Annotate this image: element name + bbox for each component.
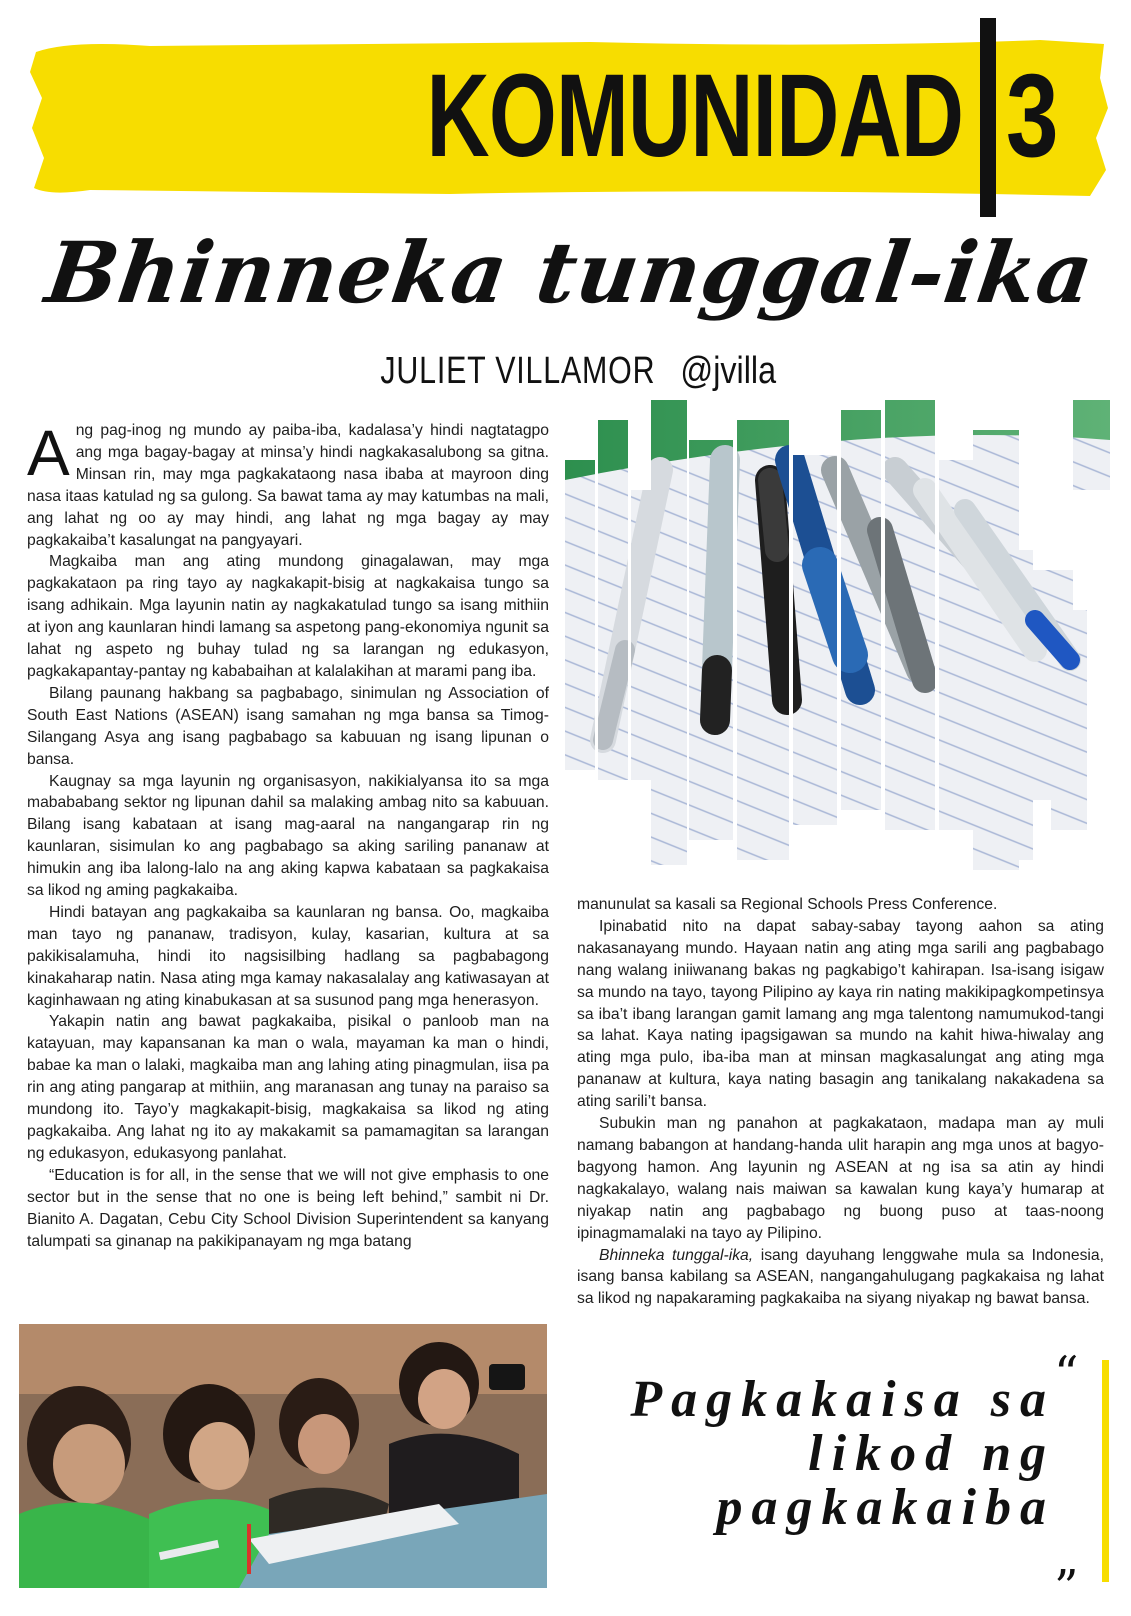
article-title: Bhinneka tunggal-ika <box>40 223 1100 322</box>
article-paragraph: Ipinabatid nito na dapat sabay-sabay tayong aahon sa ating nakasanayang mundo. Hayaan natin ang ating mga sarili ang pagbabago nang walang iniiwanang bakas ng pagkabigo’t kahirapan. Isa-isang isigaw sa mundo na tayo, tayong Pilipino ay kaya rin nating makikipagkompetinsya sa iba’t ibang larangan gamit lamang ang mga talentong namumukod-tangi sa lahat. Kaya nating ipagsigawan sa mundo na kahit hiwa-hiwalay ang ating mga pulo, iba-iba man at minsan magkasalungat ang ating mga pananaw at kultura, kaya nating basagin ang tanikalang nakakadena sa ating sarili’t bansa. <box>577 917 1104 1111</box>
page-number: 3 <box>1006 50 1059 182</box>
article-paragraph: Hindi batayan ang pagkakaiba sa kaunlaran ng bansa. Oo, magkaiba man tayo ng pananaw, tradisyon, kulay, kasarian, kultura at sa pakikisalamuha, hindi ito nagsisilbing hadlang sa pagbabagong kinakaharap natin. Nasa ating mga kamay nakasalalay ang katiwasayan at kaginhawaan ng ating kinabukasan at sa susunod pang mga henerasyon. <box>27 903 549 1009</box>
pull-quote <box>600 1362 1080 1592</box>
article-left-column <box>27 417 549 1252</box>
article-right-column <box>577 894 1104 1310</box>
author-handle: @jvilla <box>680 350 777 392</box>
pull-quote-line: likod ng <box>808 1425 1055 1482</box>
pull-quote-line: pagkakaiba <box>716 1479 1055 1536</box>
article-paragraph: Bilang paunang hakbang sa pagbabago, sinimulan ng Association of South East Nations (ASEAN) isang samahan ng mga bansa sa Timog-Silangang Asya ang isang pagbabago sa kabuuan ng isang lipunan o bansa. <box>27 684 549 768</box>
section-title: KOMUNIDAD <box>426 50 963 182</box>
quote-open-mark: “ <box>1054 1346 1079 1402</box>
article-paragraph: Yakapin natin ang bawat pagkakaiba, pisikal o panloob man na katayuan, may kapansanan ka man o wala, mayaman ka man o hindi, babae ka man o lalaki, magkaiba man ang lahing ating pinagmulan, iisa pa rin ang ating pangarap at mithiin, ang maranasan ang tunay na paraiso sa mundong ito. Tayo’y magkakapit-bisig, magkakaisa sa likod ng ating pagkakaiba. Ang lahat ng ito ay makakamit sa pamamagitan sa larangan ng edukasyon, edukasyong panlahat. <box>27 1013 549 1162</box>
byline <box>0 348 1131 394</box>
header-divider <box>980 18 996 217</box>
drop-cap: A <box>27 417 70 489</box>
article-paragraph: Bhinneka tunggal-ika, isang dayuhang lenggwahe mula sa Indonesia, isang bansa kabilang sa ASEAN, nangangahulugang pagkakaisa ng lahat sa likod ng napakaraming pagkakaiba na siyang niyakap ng bawat bansa. <box>577 1246 1104 1308</box>
students-photo <box>19 1324 547 1588</box>
quote-close-mark: ” <box>1054 1560 1079 1616</box>
author-name: JULIET VILLAMOR <box>380 350 656 392</box>
pull-quote-line: Pagkakaisa sa <box>630 1371 1055 1428</box>
article-paragraph: manunulat sa kasali sa Regional Schools Press Conference. <box>577 896 998 913</box>
article-paragraph: “Education is for all, in the sense that we will not give emphasis to one sector but in the sense that no one is being left behind,” sambit ni Dr. Bianito A. Dagatan, Cebu City School Division Superintendent sa kanyang talumpati sa ginanap na pakikipanayam ng mga batang <box>27 1166 549 1250</box>
article-paragraph: Ang pag-inog ng mundo ay paiba-iba, kadalasa’y hindi nagtatagpo ang mga bagay-bagay at minsa’y hindi nagkakasalubong sa gitna. Minsan rin, may mga pagkakataong nasa ibaba at mayroon ding nasa itaas katulad ng sa gulong. Sa bawat tama ay may katumbas na mali, ang lahat ng oo ay may hindi, ang lahat ng mga bagay ay may pagkakaiba’t kasalungat na pangyayari. <box>27 417 549 549</box>
article-paragraph: Kaugnay sa mga layunin ng organisasyon, nakikialyansa ito sa mga mabababang sektor ng lipunan dahil sa malaking ambag nito sa kabuuan. Bilang isang kabataan at isang mag-aaral na nangangarap rin ng kaunlaran, sisimulan ko ang pagbabago sa aking sariling pananaw at himukin ang iba lalong-lalo na ang aking kapwa kabataan sa pagkakaisa sa likod ng aming pagkakaiba. <box>27 772 549 900</box>
article-paragraph: Magkaiba man ang ating mundong ginagalawan, may mga pagkakataon pa ring tayo ay nagkakapit-bisig at nagkakaisa tungo sa isang adhikain. Mga layunin natin ay nagkakatulad tungo sa isang mithiin at iyon ang kaunlaran hindi lamang sa aspetong pang-ekonomiya ngunit sa lahat ng aspeto ng buhay tulad ng sa larangan ng edukasyon, pagkakapantay-pantay ng kababaihan at kalalakihan at marami pang iba. <box>27 553 549 680</box>
quote-accent-bar <box>1102 1360 1109 1582</box>
article-paragraph: Subukin man ng panahon at pagkakataon, madapa man ay muli namang babangon at handang-handa ulit harapin ang mga unos at bagyo-bagyong hamon. Ang layunin ng ASEAN at ng isa sa atin ay hindi nagkakalayo, walang nais maiwan sa kawalan kung kaya’y humarap at niyakap natin ang pagbabago ng buong puso at taas-noong ipinagmamalaki na tayo ay Pilipino. <box>577 1115 1104 1242</box>
pens-photo <box>565 400 1110 885</box>
